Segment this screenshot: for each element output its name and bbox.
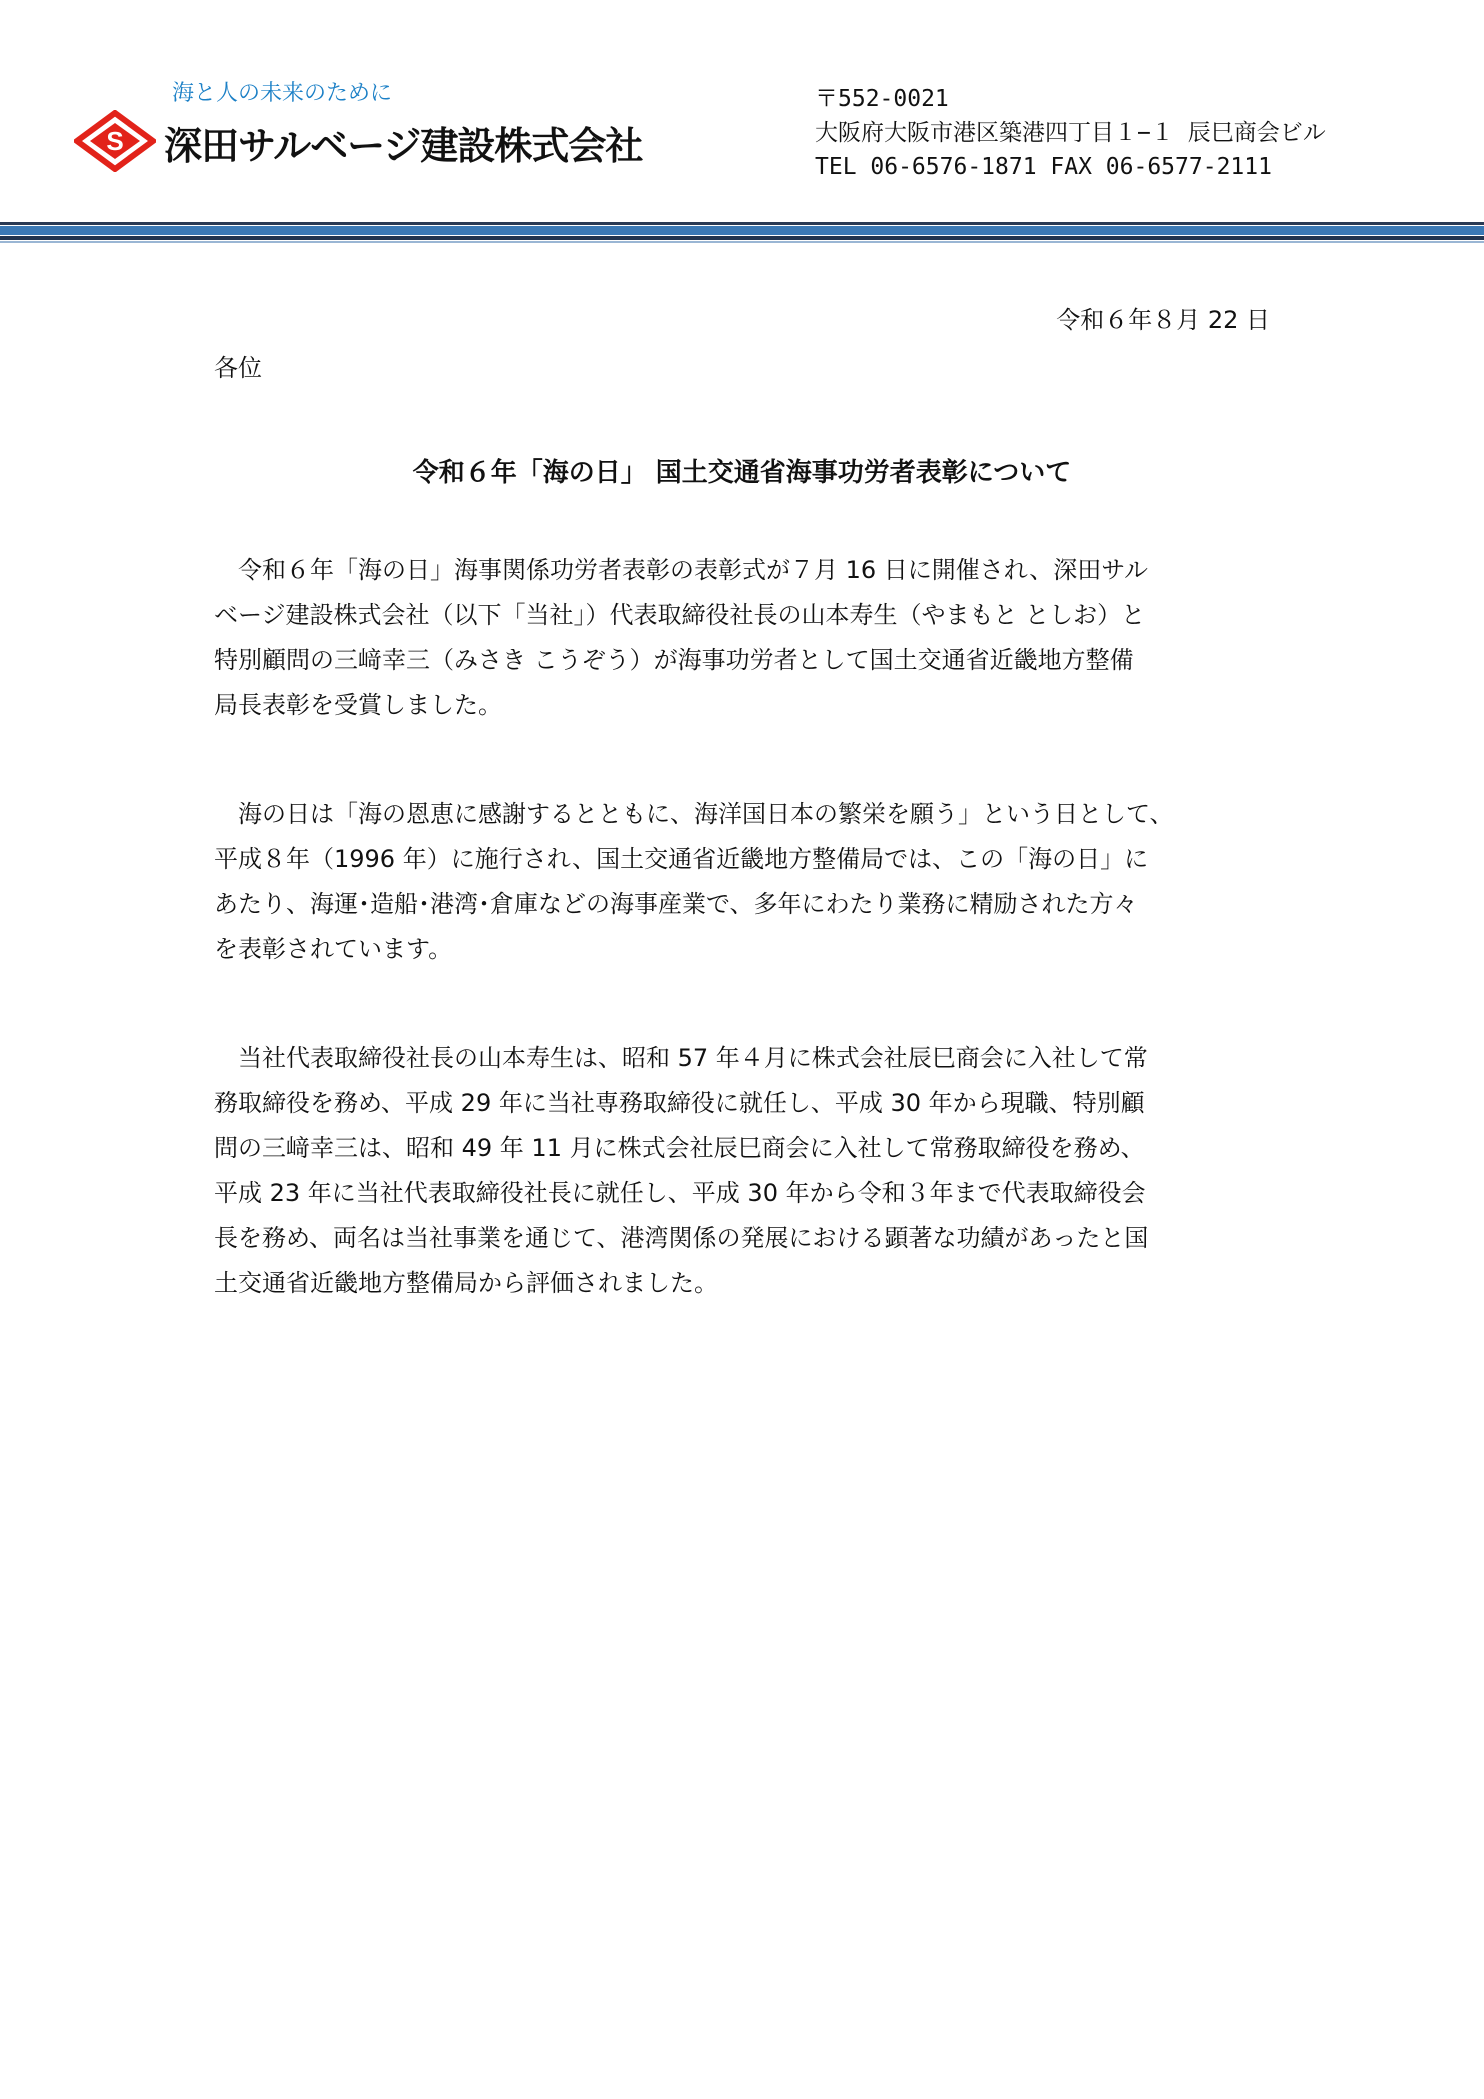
- letter-title: 令和６年「海の日」 国土交通省海事功労者表彰について: [412, 458, 1072, 488]
- tel-fax: TEL 06-6576-1871 FAX 06-6577-2111: [815, 154, 1272, 180]
- body-line: あたり、海運･造船･港湾･倉庫などの海事産業で、多年にわたり業務に精励された方々: [214, 890, 1138, 918]
- letter-recipient: 各位: [214, 354, 262, 382]
- letter-date: 令和６年８月 22 日: [1056, 306, 1270, 334]
- body-line: 海の日は「海の恩恵に感謝するとともに、海洋国日本の繁栄を願う」という日として、: [238, 800, 1174, 828]
- body-line: 令和６年「海の日」海事関係功労者表彰の表彰式が７月 16 日に開催され、深田サル: [238, 556, 1149, 584]
- header-divider: [0, 241, 1484, 243]
- body-line: 土交通省近畿地方整備局から評価されました。: [214, 1269, 718, 1297]
- company-name: 深田サルベージ建設株式会社: [164, 124, 643, 168]
- body-line: 局長表彰を受賞しました。: [214, 691, 502, 719]
- letter-body: [214, 548, 1272, 1370]
- body-line: 平成 23 年に当社代表取締役社長に就任し、平成 30 年から令和３年まで代表取締役会: [214, 1179, 1146, 1207]
- body-line: 問の三﨑幸三は、昭和 49 年 11 月に株式会社辰巳商会に入社して常務取締役を務め、: [214, 1134, 1145, 1162]
- body-line: 平成８年（1996 年）に施行され、国土交通省近畿地方整備局では、この「海の日」に: [214, 845, 1149, 873]
- body-line: 当社代表取締役社長の山本寿生は、昭和 57 年４月に株式会社辰巳商会に入社して常: [238, 1044, 1148, 1072]
- body-paragraph: [214, 1036, 1272, 1306]
- header-divider: [0, 236, 1484, 240]
- body-line: 務取締役を務め、平成 29 年に当社専務取締役に就任し、平成 30 年から現職、特別顧: [214, 1089, 1145, 1117]
- header-divider: [0, 226, 1484, 235]
- body-paragraph: [214, 548, 1272, 728]
- street-address: 大阪府大阪市港区築港四丁目１−１ 辰巳商会ビル: [815, 120, 1326, 146]
- body-line: ベージ建設株式会社（以下「当社」）代表取締役社長の山本寿生（やまもと としお）と: [214, 601, 1146, 629]
- body-line: 特別顧問の三﨑幸三（みさき こうぞう）が海事功労者として国土交通省近畿地方整備: [214, 646, 1134, 674]
- logo-letter: S: [106, 126, 124, 156]
- body-line: 長を務め、両名は当社事業を通じて、港湾関係の発展における顕著な功績があったと国: [214, 1224, 1149, 1252]
- header-divider: [0, 222, 1484, 225]
- letterhead: [0, 0, 1484, 250]
- body-paragraph: [214, 792, 1272, 972]
- company-address-block: [815, 82, 1326, 184]
- body-line: を表彰されています。: [214, 935, 453, 963]
- company-logo-icon: [74, 110, 156, 172]
- company-tagline: 海と人の未来のために: [172, 81, 393, 106]
- postal-code: 〒552-0021: [815, 86, 949, 112]
